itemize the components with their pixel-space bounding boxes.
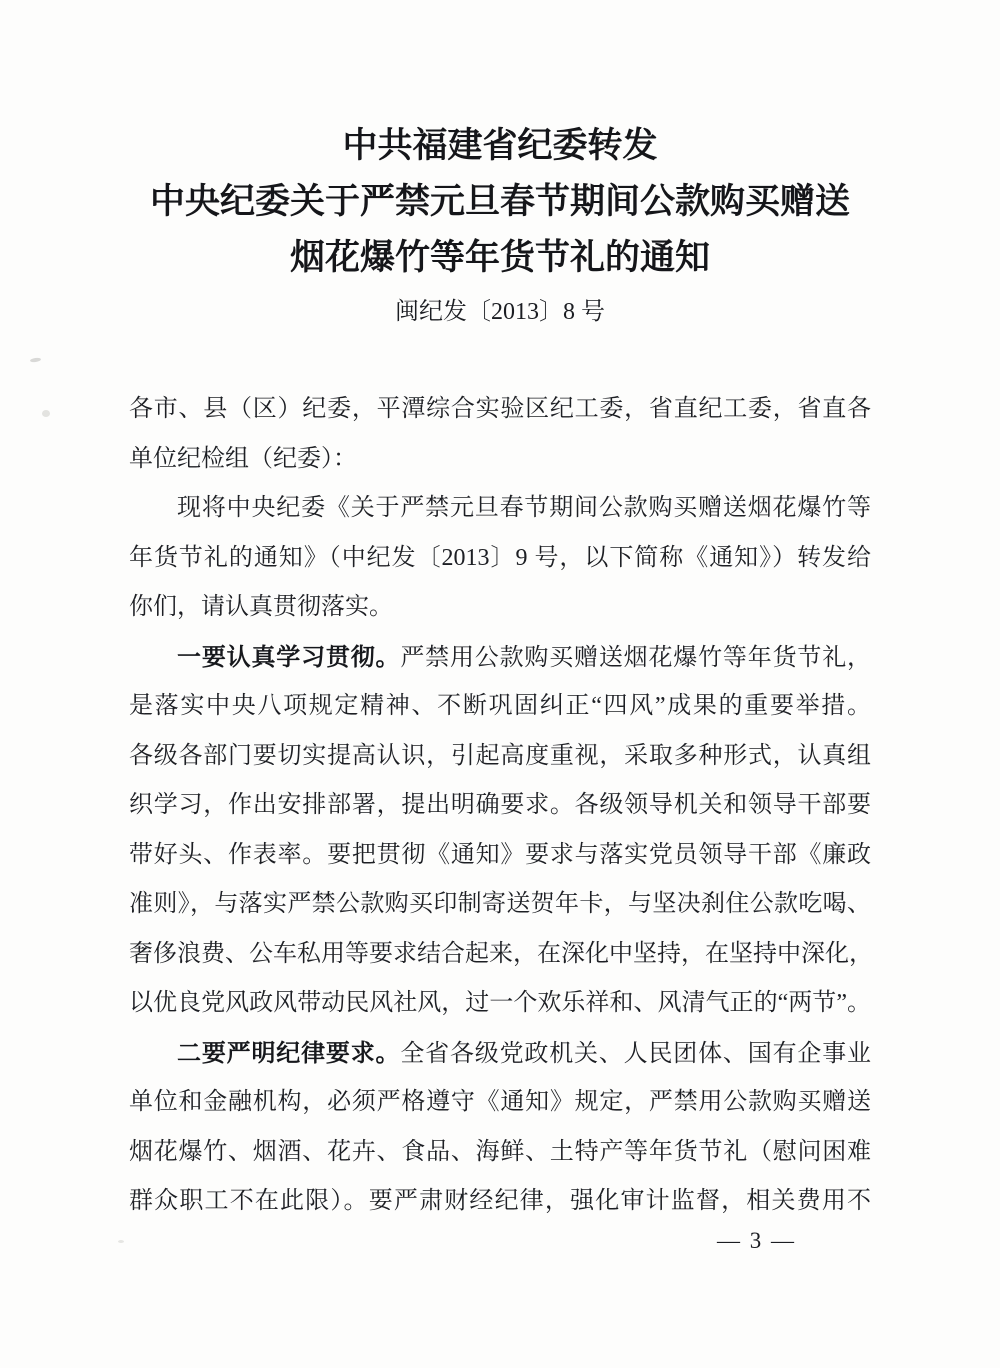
bold-lead-in: 二要严明纪律要求。 [177, 1039, 401, 1067]
body-line: 现将中央纪委《关于严禁元旦春节期间公款购买赠送烟花爆竹等 [177, 495, 871, 521]
body-line: 准则》，与落实严禁公款购买印制寄送贺年卡，与坚决刹住公款吃喝、 [129, 891, 871, 917]
title-line-3: 烟花爆竹等年货节礼的通知 [289, 238, 710, 277]
body-line: 带好头、作表率。要把贯彻《通知》要求与落实党员领导干部《廉政 [129, 841, 871, 868]
body-line: 单位和金融机构，必须严格遵守《通知》规定，严禁用公款购买赠送 [129, 1089, 871, 1115]
body-line: 年货节礼的通知》（中纪发〔2013〕9 号，以下简称《通知》）转发给 [129, 544, 871, 571]
document-body [129, 385, 871, 1227]
body-line: 奢侈浪费、公车私用等要求结合起来，在深化中坚持，在坚持中深化， [129, 940, 873, 967]
scan-artifact [42, 410, 50, 417]
body-line: 单位纪检组（纪委）： [129, 445, 357, 472]
body-line: 织学习，作出安排部署，提出明确要求。各级领导机关和领导干部要 [129, 792, 871, 818]
body-line: 二要严明纪律要求。全省各级党政机关、人民团体、国有企事业 [177, 1039, 872, 1067]
bold-lead-in: 一要认真学习贯彻。 [177, 643, 401, 671]
body-line: 以优良党风政风带动民风社风，过一个欢乐祥和、风清气正的“两节”。 [129, 990, 871, 1016]
body-line: 各级各部门要切实提高认识，引起高度重视，采取多种形式，认真组 [129, 742, 871, 769]
body-line: 群众职工不在此限）。要严肃财经纪律，强化审计监督，相关费用不 [129, 1188, 871, 1214]
body-line: 各市、县（区）纪委，平潭综合实验区纪工委，省直纪工委，省直各 [129, 396, 871, 422]
document-title [0, 118, 1000, 336]
scan-artifact [118, 1240, 124, 1243]
body-line: 你们，请认真贯彻落实。 [129, 594, 393, 620]
page-number: — 3 — [717, 1228, 796, 1253]
body-line: 是落实中央八项规定精神、不断巩固纠正“四风”成果的重要举措。 [129, 693, 871, 719]
document-number: 闽纪发〔2013〕8 号 [395, 299, 605, 325]
body-line: 一要认真学习贯彻。严禁用公款购买赠送烟花爆竹等年货节礼， [177, 643, 872, 671]
title-line-2: 中央纪委关于严禁元旦春节期间公款购买赠送 [149, 182, 850, 221]
scan-artifact [30, 357, 41, 362]
title-line-1: 中共福建省纪委转发 [342, 126, 658, 165]
body-line: 烟花爆竹、烟酒、花卉、食品、海鲜、土特产等年货节礼（慰问困难 [129, 1138, 871, 1165]
